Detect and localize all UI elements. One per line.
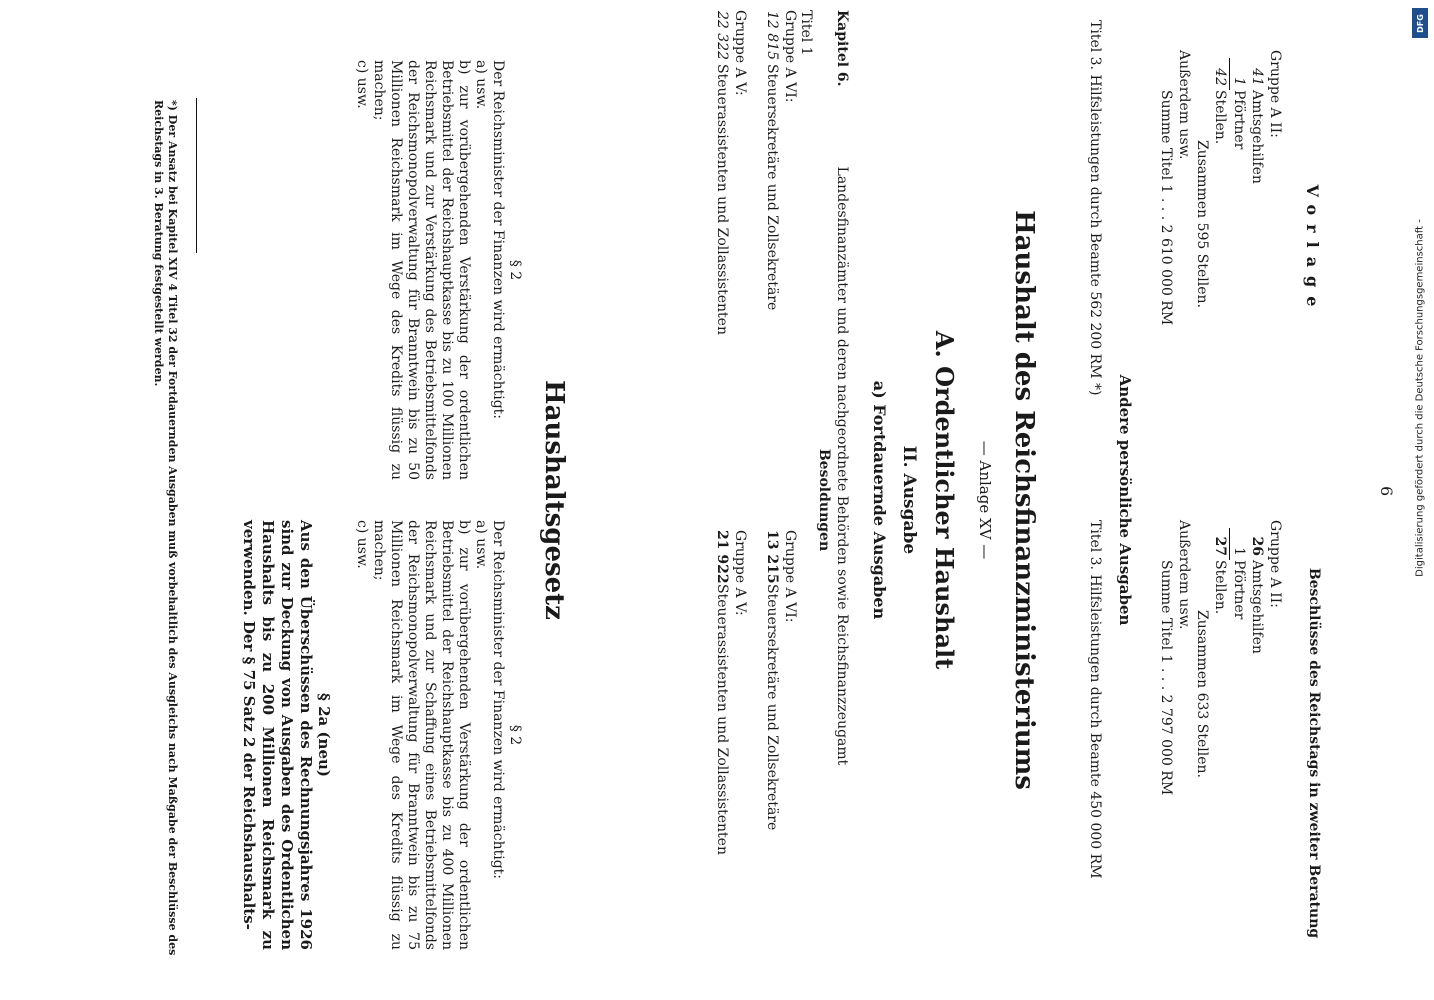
count: 1 (1231, 547, 1247, 556)
label: Amtsgehilfen (1249, 90, 1265, 184)
ausserdem: Außerdem usw. (1176, 50, 1192, 160)
group-label: Gruppe A VI: (782, 10, 798, 103)
section-number: § 2 (507, 724, 523, 746)
haushaltsgesetz-left (353, 60, 524, 480)
label: Stellen. (1212, 560, 1228, 615)
group-label: Gruppe A VI: (782, 530, 798, 623)
group-text: Steuersekretäre und Zollsekretäre (764, 584, 780, 831)
group-label: Gruppe A V: (732, 10, 748, 96)
kapitel-text: Landesfinanzämter und deren nachgeordnete Behörden sowie Reichsfinanzzeugamt (834, 166, 850, 766)
group-text: Steuersekretäre und Zollsekretäre (764, 64, 780, 311)
page-number: 6 (1377, 486, 1396, 497)
summe-titel-1: Summe Titel 1 . . . 2 797 000 RM (1158, 560, 1174, 796)
andere-ausgaben-heading: Andere persönliche Ausgaben (1116, 374, 1134, 626)
label: Pförtner (1231, 90, 1247, 150)
kapitel-6 (797, 10, 851, 990)
summe-titel-1: Summe Titel 1 . . . 2 610 000 RM (1158, 90, 1174, 326)
label: Amtsgehilfen (1249, 560, 1265, 654)
fortdauernde-ausgaben: a) Fortdauernde Ausgaben (870, 380, 889, 620)
haushalt-heading: Haushalt des Reichsfinanzministeriums (1009, 210, 1039, 790)
section-number: § 2 (507, 259, 523, 281)
group-label: Gruppe A V: (732, 530, 748, 616)
anlage-label: — Anlage XV — (976, 440, 994, 560)
footnote-rule (196, 98, 197, 253)
kapitel-right-groups (713, 530, 799, 990)
item-a: a) usw. (473, 520, 489, 570)
group-text: Steuerassistenten und Zollassistenten (714, 584, 730, 855)
ausgabe-label: II. Ausgabe (899, 445, 919, 555)
count: 27 (1212, 536, 1228, 556)
ordentlicher-haushalt: A. Ordentlicher Haushalt (930, 330, 959, 670)
zusammen: Zusammen 633 Stellen. (1194, 610, 1210, 778)
left-column-title: Vorlage (1303, 184, 1322, 316)
group-text: Steuerassistenten und Zollassistenten (714, 64, 730, 335)
label: Pförtner (1231, 560, 1247, 620)
count: 21 922 (714, 530, 730, 584)
haushaltsgesetz-heading: Haushaltsgesetz (539, 380, 569, 620)
group-label: Gruppe A II: (1267, 50, 1283, 138)
section-2a-text: Aus den Überschüssen des Rechnungsjahres 1926 sind zur Deckung von Ausgaben des Ordentlichen Haushalts bis zu 200 Millionen Reichsmark zu verwenden. Der § 75 Satz 2 der Reichshaushalts- (240, 520, 315, 950)
count: 13 215 (764, 530, 780, 584)
left-titel-3: Titel 3. Hilfsleistungen durch Beamte 562 200 RM *) (1087, 20, 1103, 396)
count: 1 (1231, 77, 1247, 86)
group-label: Gruppe A II: (1267, 520, 1283, 608)
section-2a: § 2a (neu) (315, 693, 333, 777)
titel-1: Titel 1 (798, 10, 814, 56)
count: 22 322 (714, 11, 730, 60)
right-column-title: Beschlüsse des Reichstags in zweiter Beratung (1306, 567, 1322, 939)
count: 26 (1249, 536, 1265, 556)
item-b: b) zur vorübergehenden Verstärkung der ordentlichen Betriebsmittel der Reichshauptkasse bis zu 400 Millionen Reichsmark und zur Schaffung eines Betriebsmittelfonds der Reichsmonopolverwaltung für Branntwein bis zu 75 Millionen Reichsmark im Wege des Kredits flüssig zu machen; (371, 520, 472, 950)
footnote: *) Der Ansatz bei Kapitel XIV 4 Titel 32 der Fortdauernden Ausgaben muß vorbehaltlich des Ausgleichs nach Maßgabe der Beschlüsse des Reichstags in 3. Beratung festgestellt werden. (152, 100, 179, 956)
intro: Der Reichsminister der Finanzen wird ermächtigt: (490, 60, 506, 420)
besoldungen: Besoldungen (816, 448, 832, 552)
kapitel-left-groups (713, 10, 799, 480)
count: 41 (1249, 68, 1265, 86)
intro: Der Reichsminister der Finanzen wird ermächtigt: (490, 520, 506, 880)
count: 12 815 (764, 11, 780, 60)
haushaltsgesetz-right (239, 520, 524, 950)
zusammen: Zusammen 595 Stellen. (1194, 140, 1210, 308)
item-c: c) usw. (354, 520, 370, 569)
right-group-a2 (1157, 520, 1284, 980)
kapitel-label: Kapitel 6. (834, 10, 850, 87)
digitization-credit: Digitalisierung gefördert durch die Deutsche Forschungsgemeinschaft - (1414, 219, 1426, 577)
dfg-logo: DFG (1412, 8, 1428, 38)
ausserdem: Außerdem usw. (1176, 520, 1192, 630)
count: 42 (1212, 68, 1228, 86)
label: Stellen. (1212, 90, 1228, 145)
left-group-a2 (1157, 50, 1284, 490)
right-titel-3: Titel 3. Hilfsleistungen durch Beamte 450 000 RM (1087, 520, 1103, 879)
item-a: a) usw. (473, 60, 489, 110)
item-b: b) zur vorübergehenden Verstärkung der ordentlichen Betriebsmittel der Reichshauptkasse bis zu 100 Millionen Reichsmark und zur Verstärkung des Betriebsmittelfonds der Reichsmonopolverwaltung für Branntwein bis zu 50 Millionen Reichsmark im Wege des Kredits flüssig zu machen; (371, 60, 472, 480)
item-c: c) usw. (354, 60, 370, 109)
